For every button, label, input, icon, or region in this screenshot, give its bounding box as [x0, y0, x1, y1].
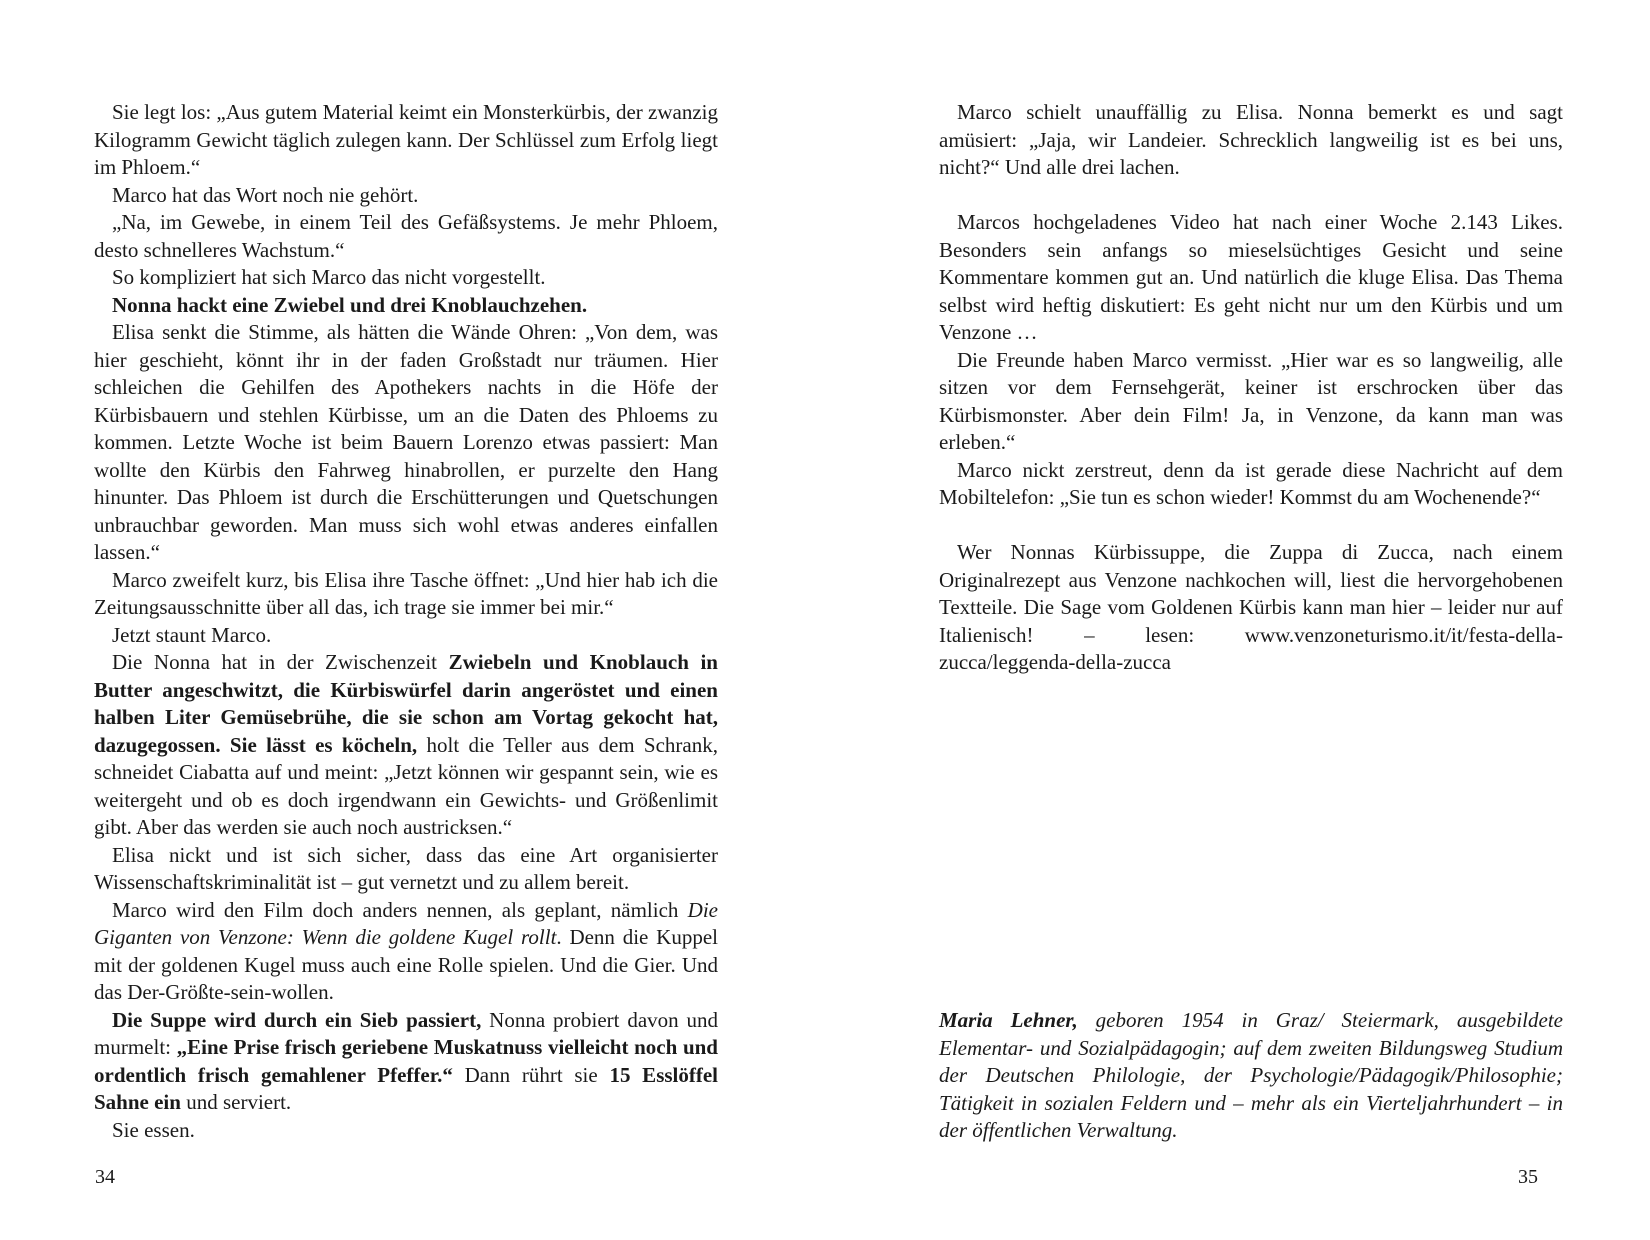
paragraph: Marco zweifelt kurz, bis Elisa ihre Tasche öffnet: „Und hier hab ich die Zeitungsausschnitte über all das, ich trage sie immer bei mir.“	[94, 567, 718, 619]
paragraph: Marco nickt zerstreut, denn da ist gerade diese Nachricht auf dem Mobiltelefon: „Sie tun es schon wieder! Kommst du am Wochenende?“	[939, 457, 1563, 509]
paragraph-bold	[94, 292, 718, 320]
paragraph	[94, 897, 718, 1007]
right-page	[825, 0, 1650, 1240]
text-run: . Denn die Kuppel mit der goldenen Kugel muss auch eine Rolle spielen. Und die Gier. Und das Der-Größte-sein-wollen.	[94, 925, 718, 1004]
recipe-step: Die Suppe wird durch ein Sieb passiert,	[112, 1007, 482, 1032]
paragraph: Marco schielt unauffällig zu Elisa. Nonna bemerkt es und sagt amüsiert: „Jaja, wir Landeier. Schrecklich langweilig ist es bei uns, nicht?“ Und alle drei lachen.	[939, 100, 1563, 179]
text-run: Dann rührt sie	[452, 1062, 610, 1087]
blank-line	[939, 512, 1563, 540]
page-number: 34	[95, 1166, 115, 1188]
paragraph	[94, 649, 718, 842]
film-title: Die Giganten von Venzone: Wenn die goldene Kugel rollt	[94, 897, 718, 949]
page-number: 35	[1518, 1166, 1538, 1188]
paragraph: Jetzt staunt Marco.	[112, 622, 272, 647]
paragraph: Sie legt los: „Aus gutem Material keimt ein Monsterkürbis, der zwanzig Kilogramm Gewicht täglich zulegen kann. Der Schlüssel zum Erfolg liegt im Phloem.“	[94, 100, 718, 179]
paragraph: Sie essen.	[112, 1117, 195, 1142]
paragraph: Marcos hochgeladenes Video hat nach einer Woche 2.143 Likes. Besonders sein anfangs so mieselsüchtiges Gesicht und seine Kommentare kommen gut an. Und natürlich die kluge Elisa. Das Thema selbst wird heftig diskutiert: Es geht nicht nur um den Kürbis und um Venzone …	[939, 210, 1563, 344]
text-run: und serviert.	[180, 1090, 292, 1114]
paragraph: Wer Nonnas Kürbissuppe, die Zuppa di Zucca, nach einem Originalrezept aus Venzone nachkochen will, liest die hervorgehobenen Textteile. Die Sage vom Goldenen Kürbis kann man hier – leider nur auf Italienisch! – lesen: www.venzoneturismo.it/it/festa-della-zucca/leggenda-della-zucca	[939, 540, 1563, 674]
recipe-step: Nonna hackt eine Zwiebel und drei Knoblauchzehen.	[112, 292, 588, 317]
text-run: Die Nonna hat in der Zwischenzeit	[112, 650, 449, 674]
right-page-text	[939, 99, 1563, 677]
author-name: Maria Lehner,	[939, 1008, 1078, 1032]
paragraph: Elisa senkt die Stimme, als hätten die Wände Ohren: „Von dem, was hier geschieht, könnt ihr in der faden Großstadt nur träumen. Hier schleichen die Gehilfen des Apothekers nachts in die Höfe der Kürbisbauern und stehlen Kürbisse, um an die Daten des Phloems zu kommen. Letzte Woche ist beim Bauern Lorenzo etwas passiert: Man wollte den Kürbis den Fahrweg hinabrollen, er purzelte den Hang hinunter. Das Phloem ist durch die Erschütterungen und Quetschungen unbrauchbar geworden. Man muss sich wohl etwas anderes einfallen lassen.“	[94, 320, 718, 564]
paragraph: Elisa nickt und ist sich sicher, dass das eine Art organisierter Wissenschaftskriminalität ist – gut vernetzt und zu allem bereit.	[94, 842, 718, 894]
paragraph: Marco hat das Wort noch nie gehört.	[112, 182, 419, 207]
left-page-text	[94, 99, 718, 1144]
paragraph	[94, 1007, 718, 1117]
paragraph: So kompliziert hat sich Marco das nicht vorgestellt.	[112, 265, 546, 289]
text-run: holt die Teller aus dem Schrank, schneidet Ciabatta auf und meint: „Jetzt können wir gespannt sein, wie es weitergeht und ob es doch irgendwann ein Gewichts- und Größenlimit gibt. Aber das werden sie auch noch austricksen.“	[94, 732, 718, 839]
author-bio	[939, 1007, 1563, 1145]
text-run: Marco wird den Film doch anders nennen, als geplant, nämlich	[112, 897, 688, 922]
author-bio-text: geboren 1954 in Graz/ Steiermark, ausgebildete Elementar- und Sozialpädagogin; auf dem zweiten Bildungsweg Studium der Deutschen Philologie, der Psychologie/Pädagogik/Philosophie; Tätigkeit in sozialen Feldern und – mehr als ein Vierteljahrhundert – in der öffentlichen Verwaltung.	[939, 1008, 1563, 1142]
recipe-step: 15 Esslöffel Sahne ein	[94, 1062, 719, 1114]
recipe-step: Zwiebeln und Knoblauch in Butter angeschwitzt, die Kürbiswürfel darin angeröstet und einen halben Liter Gemüsebrühe, die sie schon am Vortag gekocht hat, dazugegossen. Sie lässt es köcheln,	[94, 650, 718, 757]
recipe-step: „Eine Prise frisch geriebene Muskatnuss vielleicht noch und ordentlich frisch gemahlener Pfeffer.“	[94, 1035, 718, 1087]
paragraph: „Na, im Gewebe, in einem Teil des Gefäßsystems. Je mehr Phloem, desto schnelleres Wachstum.“	[94, 210, 718, 262]
text-run: Nonna probiert davon und murmelt:	[94, 1007, 718, 1059]
blank-line	[939, 182, 1563, 210]
paragraph: Die Freunde haben Marco vermisst. „Hier war es so langweilig, alle sitzen vor dem Fernsehgerät, keiner ist erschrocken über das Kürbismonster. Aber dein Film! Ja, in Venzone, da kann man was erleben.“	[939, 347, 1563, 454]
